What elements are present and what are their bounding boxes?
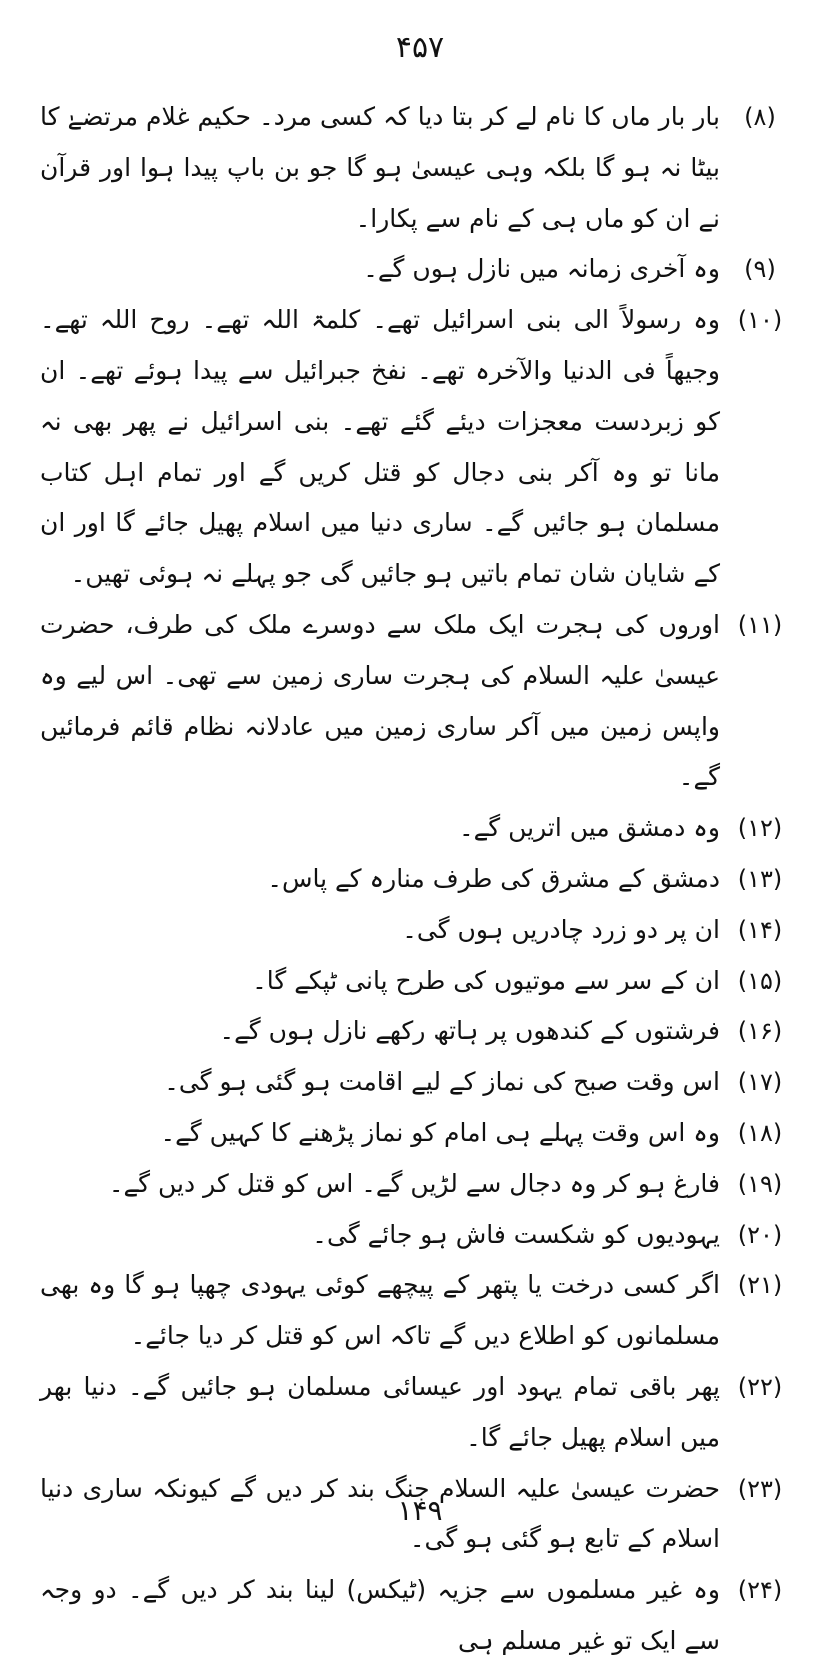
item-text: یہودیوں کو شکست فاش ہو جائے گی۔	[312, 1219, 720, 1249]
item-text: فرشتوں کے کندھوں پر ہاتھ رکھے نازل ہوں گے۔	[219, 1016, 720, 1046]
item-number: (۲۳)	[737, 1474, 783, 1503]
document-body	[40, 92, 800, 1667]
item-text: ان پر دو زرد چادریں ہوں گی۔	[402, 914, 720, 944]
item-number: (۱۶)	[737, 1017, 783, 1046]
list-item-22	[40, 1362, 800, 1464]
item-number: (۹)	[744, 255, 776, 284]
item-text: وہ رسولاً الی بنی اسرائیل تھے۔ کلمۃ اللہ تھے۔ روح اللہ تھے۔ وجیھاً فی الدنیا والآخرہ تھے۔ نفخ جبرائیل سے پیدا ہوئے تھے۔ ان کو زبردست معجزات دیئے گئے تھے۔ بنی اسرائیل نے پھر بھی نہ مانا تو وہ آکر بنی دجال کو قتل کریں گے اور تمام اہل کتاب مسلمان ہو جائیں گے۔ ساری دنیا میں اسلام پھیل جائے گا اور ان کے شایان شان تمام باتیں ہو جائیں گی جو پہلے نہ ہوئی تھیں۔	[40, 305, 720, 589]
list-item-15	[40, 956, 800, 1007]
item-number: (۱۹)	[737, 1169, 783, 1198]
item-text: ان کے سر سے موتیوں کی طرح پانی ٹپکے گا۔	[252, 965, 720, 995]
item-text: پھر باقی تمام یہود اور عیسائی مسلمان ہو جائیں گے۔ دنیا بھر میں اسلام پھیل جائے گا۔	[40, 1371, 720, 1452]
item-number: (۱۰)	[737, 306, 783, 335]
item-number: (۱۷)	[737, 1068, 783, 1097]
item-text: وہ غیر مسلموں سے جزیہ (ٹیکس) لینا بند کر دیں گے۔ دو وجہ سے ایک تو غیر مسلم ہی	[40, 1575, 720, 1655]
list-item-16	[40, 1006, 800, 1057]
item-text: اگر کسی درخت یا پتھر کے پیچھے کوئی یہودی چھپا ہو گا وہ بھی مسلمانوں کو اطلاع دیں گے تاکہ اس کو قتل کر دیا جائے۔	[40, 1270, 720, 1351]
list-item-19	[40, 1159, 800, 1210]
item-number: (۱۲)	[737, 814, 783, 843]
item-number: (۱۳)	[737, 864, 783, 893]
page-number-top: ۴۵۷	[395, 30, 445, 65]
item-text: وہ دمشق میں اتریں گے۔	[458, 813, 720, 843]
item-number: (۸)	[744, 103, 776, 131]
item-text: اس وقت صبح کی نماز کے لیے اقامت ہو گئی ہو گی۔	[164, 1067, 720, 1097]
list-item-18	[40, 1108, 800, 1159]
item-text: وہ اس وقت پہلے ہی امام کو نماز پڑھنے کا کہیں گے۔	[160, 1117, 720, 1147]
item-number: (۱۸)	[737, 1118, 783, 1147]
list-item-9	[40, 244, 800, 295]
list-item-21	[40, 1260, 800, 1362]
item-number: (۱۵)	[737, 966, 783, 995]
item-number: (۲۲)	[737, 1372, 783, 1401]
list-item-14	[40, 905, 800, 956]
item-number: (۲۰)	[737, 1220, 783, 1249]
list-item-13	[40, 854, 800, 905]
item-text: فارغ ہو کر وہ دجال سے لڑیں گے۔ اس کو قتل کر دیں گے۔	[108, 1168, 720, 1198]
item-text: حضرت عیسیٰ علیہ السلام جنگ بند کر دیں گے کیونکہ ساری دنیا اسلام کے تابع ہو گئی ہو گی۔	[40, 1473, 720, 1554]
list-item-17	[40, 1057, 800, 1108]
list-item-24	[40, 1565, 800, 1667]
item-text: اوروں کی ہجرت ایک ملک سے دوسرے ملک کی طرف، حضرت عیسیٰ علیہ السلام کی ہجرت ساری زمین سے تھی۔ اس لیے وہ واپس زمین میں آکر ساری زمین میں عادلانہ نظام قائم فرمائیں گے۔	[40, 609, 720, 792]
list-item-12	[40, 803, 800, 854]
item-number: (۲۱)	[737, 1271, 783, 1300]
item-number: (۲۴)	[737, 1576, 783, 1605]
list-item-11	[40, 600, 800, 803]
list-item-8	[40, 92, 800, 244]
item-text: وہ آخری زمانہ میں نازل ہوں گے۔	[363, 254, 720, 284]
item-text: بار بار ماں کا نام لے کر بتا دیا کہ کسی مرد۔ حکیم غلام مرتضےٰ کا بیٹا نہ ہو گا بلکہ وہی عیسیٰ ہو گا جو بن باپ پیدا ہوا اور قرآن نے ان کو ماں ہی کے نام سے پکارا۔	[40, 102, 720, 233]
item-text: دمشق کے مشرق کی طرف منارہ کے پاس۔	[267, 863, 720, 893]
list-item-20	[40, 1210, 800, 1261]
page-number-bottom: ۱۴۹	[397, 1494, 443, 1527]
item-number: (۱۱)	[737, 610, 783, 639]
item-number: (۱۴)	[737, 915, 783, 944]
list-item-10	[40, 295, 800, 600]
